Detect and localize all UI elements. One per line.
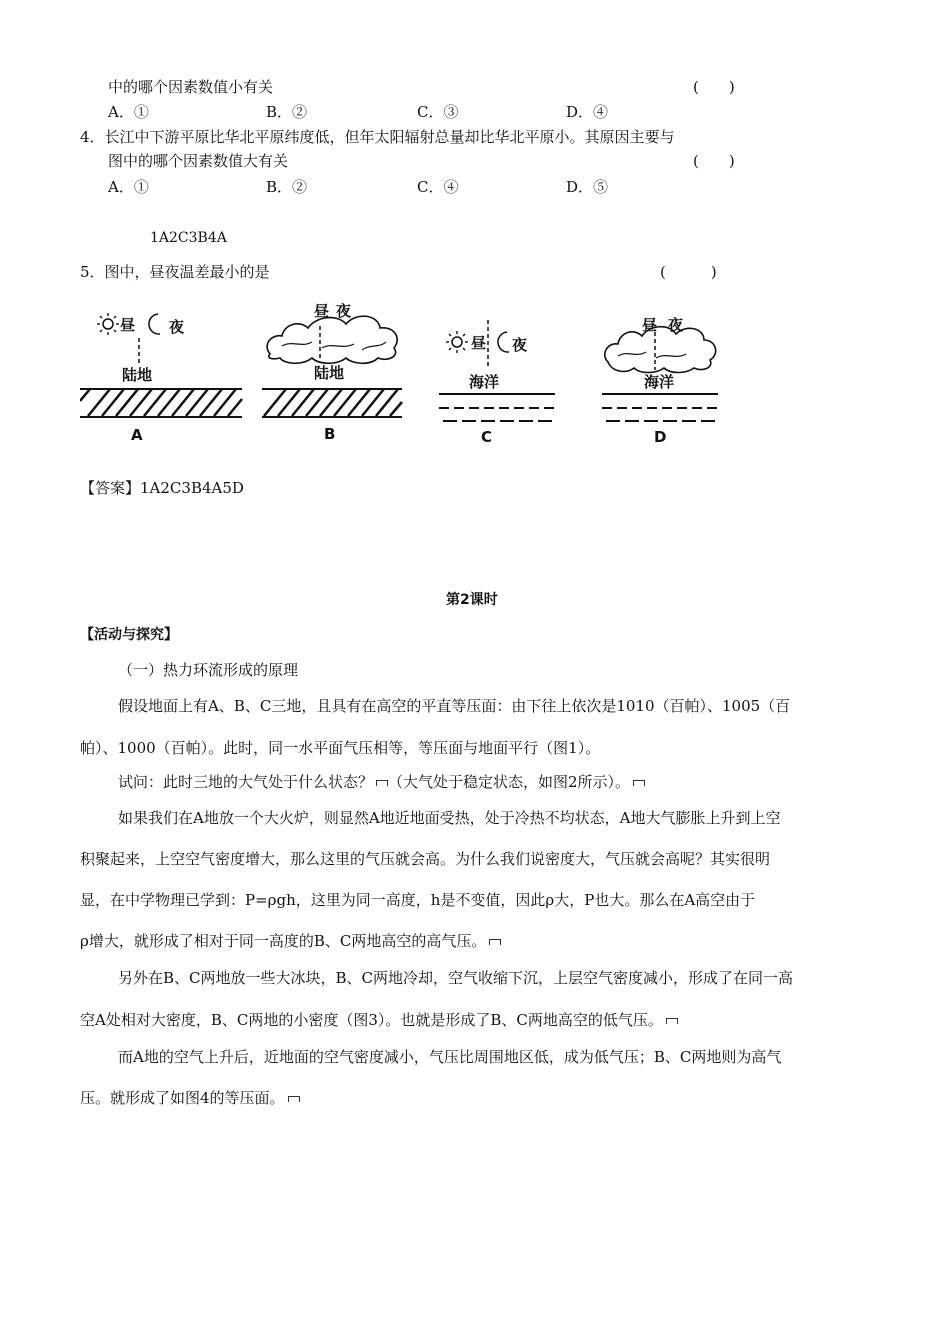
figure-a-night-label: 夜 <box>169 318 185 336</box>
answer-line: 【答案】1A2C3B4A5D <box>80 479 244 497</box>
q4-text-line2: 图中的哪个因素数值大有关 <box>108 152 289 170</box>
partial-answer: 1A2C3B4A <box>150 230 227 246</box>
figure-a-drawing <box>80 300 245 450</box>
q4-text-line1: 4．长江中下游平原比华北平原纬度低，但年太阳辐射总量却比华北平原小。其原因主要与 <box>80 128 675 146</box>
q5-text: 5．图中，昼夜温差最小的是 <box>80 263 270 281</box>
figure-a <box>80 300 245 450</box>
figure-a-label: A <box>131 426 143 444</box>
paragraph-2-question: 试问：此时三地的大气处于什么状态？ <box>118 773 374 791</box>
moon-icon <box>149 314 160 334</box>
figure-d-night-label: 夜 <box>668 316 684 334</box>
q3-option-d: D．④ <box>566 103 609 121</box>
paragraph-2 <box>118 772 645 792</box>
edit-mark-icon <box>376 780 388 786</box>
paragraph-3-line-4 <box>80 931 501 951</box>
q3-continuation: 中的哪个因素数值小有关 <box>108 78 274 96</box>
paragraph-4-line-2-text: 空A处相对大密度，B、C两地的小密度（图3）。也就是形成了B、C两地高空的低气压。 <box>80 1011 663 1029</box>
subsection-heading: （一）热力环流形成的原理 <box>118 661 299 679</box>
sun-icon <box>97 313 119 335</box>
cloud-icon <box>605 327 716 373</box>
paragraph-4-line-1: 另外在B、C两地放一些大冰块，B、C两地冷却，空气收缩下沉，上层空气密度减小，形成了在同一高 <box>118 969 794 987</box>
q4-option-c: C．④ <box>417 178 459 196</box>
edit-mark-icon <box>489 939 501 945</box>
figure-b <box>262 296 412 451</box>
paragraph-5-line-1: 而A地的空气上升后，近地面的空气密度减小，气压比周围地区低，成为低气压；B、C两地则为高气 <box>118 1048 782 1066</box>
paragraph-3-line-4-text: ρ增大，就形成了相对于同一高度的B、C两地高空的高气压。 <box>80 932 487 950</box>
edit-mark-icon <box>633 780 645 786</box>
paragraph-3-line-1: 如果我们在A地放一个大火炉，则显然A地近地面受热，处于冷热不均状态，A地大气膨胀上升到上空 <box>118 809 781 827</box>
moon-icon <box>498 332 509 352</box>
q3-option-b: B．② <box>266 103 308 121</box>
paragraph-3-line-3: 显，在中学物理已学到：P=ρgh，这里为同一高度，h是不变值，因此ρ大，P也大。那么在A高空由于 <box>80 891 756 909</box>
figure-c-day-label: 昼 <box>471 334 487 352</box>
q3-answer-blank: ( ) <box>693 78 735 96</box>
edit-mark-icon <box>288 1096 300 1102</box>
q4-option-b: B．② <box>266 178 308 196</box>
figure-a-day-label: 昼 <box>120 316 136 334</box>
q5-answer-blank: ( ) <box>660 263 717 281</box>
section-heading: 【活动与探究】 <box>80 627 178 643</box>
q3-option-c: C．③ <box>417 103 459 121</box>
paragraph-4-line-2 <box>80 1010 678 1030</box>
figure-d-label: D <box>654 428 667 446</box>
lesson-title: 第2课时 <box>446 592 498 608</box>
sun-icon <box>446 331 468 353</box>
figure-d-ocean-label: 海洋 <box>644 373 675 391</box>
figure-b-night-label: 夜 <box>336 302 352 320</box>
figure-b-land-label: 陆地 <box>314 364 345 382</box>
paragraph-5-line-2-text: 压。就形成了如图4的等压面。 <box>80 1089 285 1107</box>
q3-option-a: A．① <box>108 103 149 121</box>
figure-d <box>600 312 720 450</box>
figure-c-ocean-label: 海洋 <box>469 373 500 391</box>
q4-option-d: D．⑤ <box>566 178 609 196</box>
figure-d-day-label: 昼 <box>642 316 658 334</box>
q4-answer-blank: ( ) <box>693 152 735 170</box>
figure-b-label: B <box>324 425 336 443</box>
paragraph-3-line-2: 积聚起来，上空空气密度增大，那么这里的气压就会高。为什么我们说密度大，气压就会高呢？其实很明 <box>80 850 771 868</box>
figure-a-land-label: 陆地 <box>122 366 153 384</box>
figure-b-day-label: 昼 <box>314 302 330 320</box>
edit-mark-icon <box>666 1018 678 1024</box>
cloud-icon <box>267 316 397 363</box>
figure-c <box>437 318 557 450</box>
figure-c-label: C <box>481 428 493 446</box>
paragraph-5-line-2 <box>80 1088 300 1108</box>
paragraph-2-answer: （大气处于稳定状态，如图2所示）。 <box>388 773 631 791</box>
q4-option-a: A．① <box>108 178 149 196</box>
figure-c-night-label: 夜 <box>512 336 528 354</box>
paragraph-1-line-2: 帕）、1000（百帕）。此时，同一水平面气压相等，等压面与地面平行（图1）。 <box>80 739 601 757</box>
paragraph-1-line-1: 假设地面上有A、B、C三地，且具有在高空的平直等压面：由下往上依次是1010（百帕）、1005（百 <box>118 697 791 715</box>
